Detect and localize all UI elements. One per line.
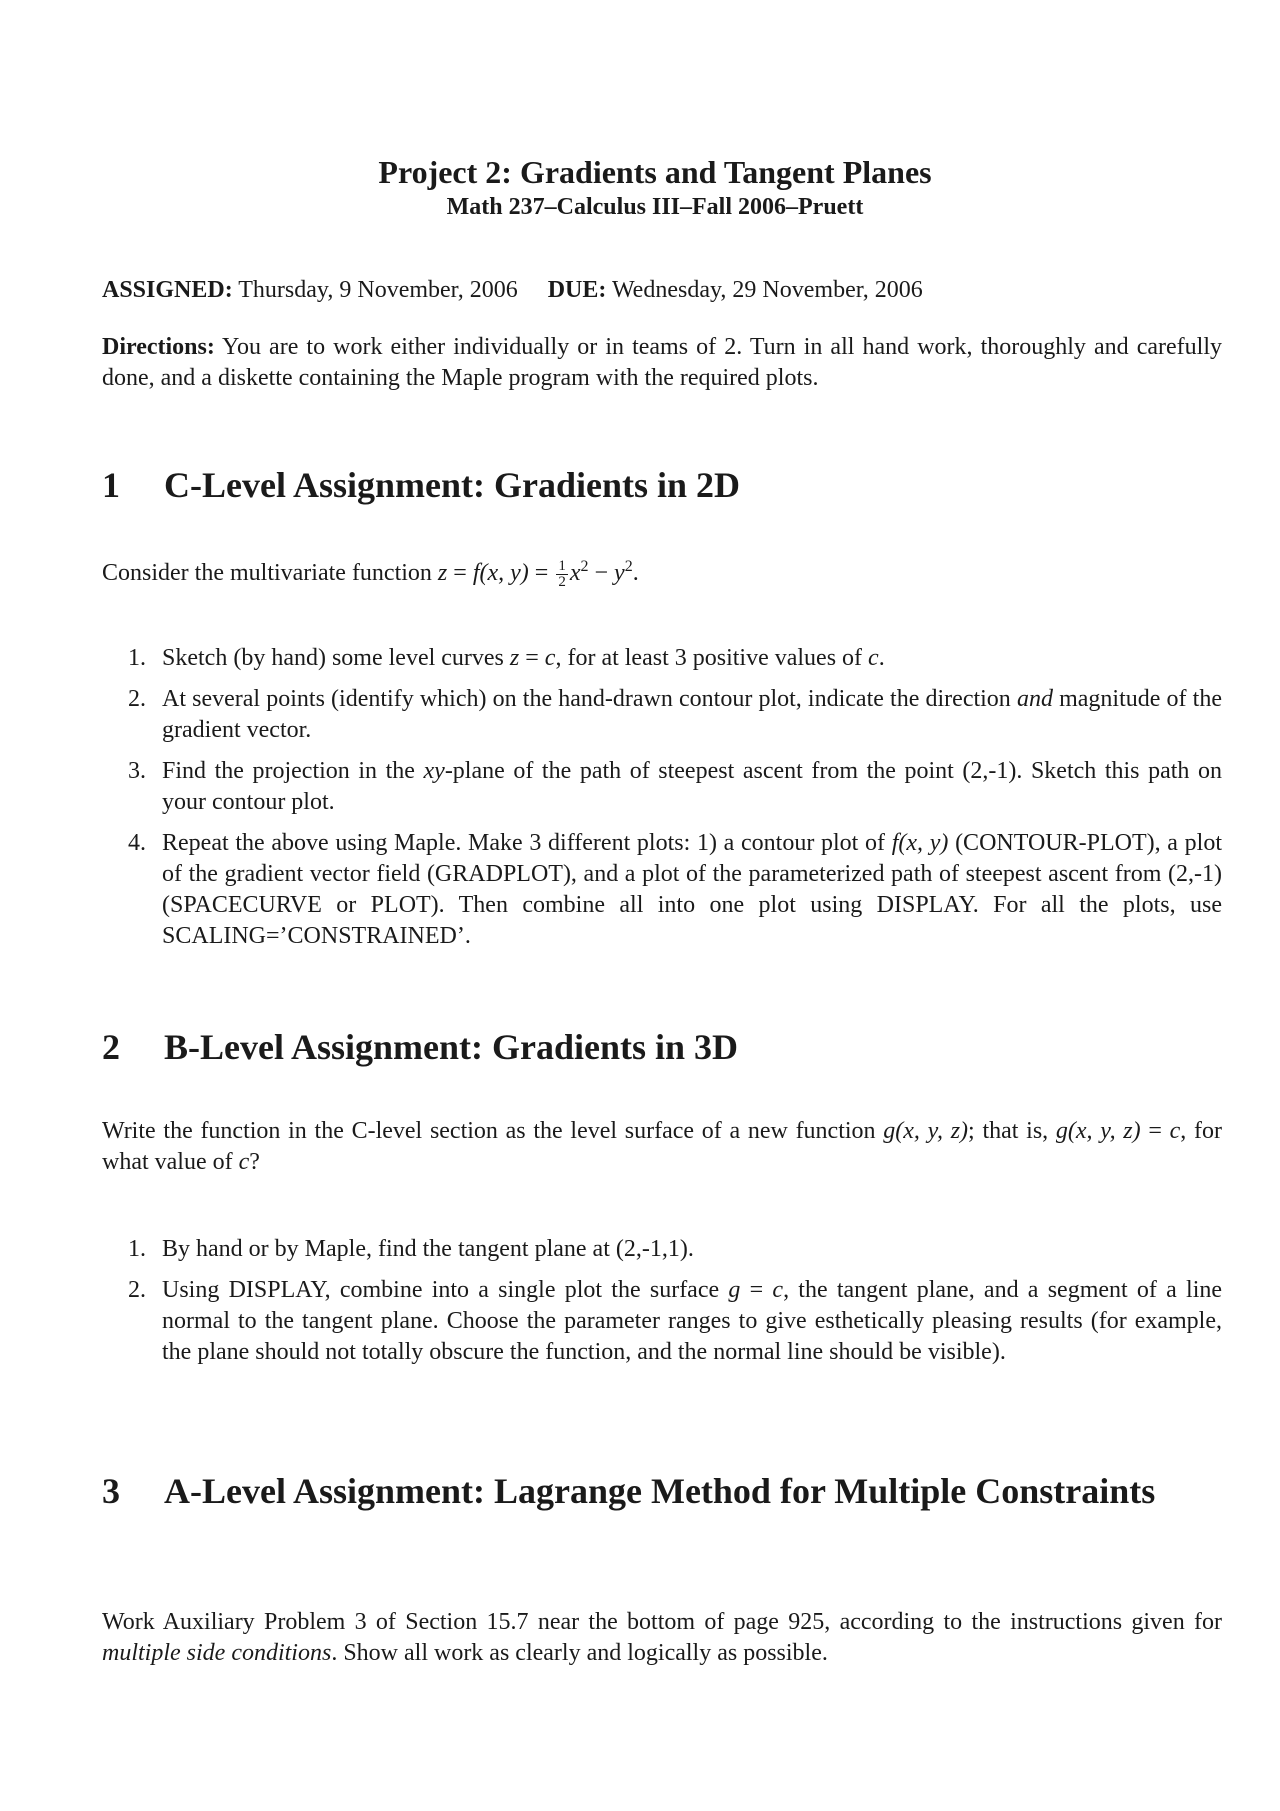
item-text: = [519, 645, 545, 671]
section-1-list [128, 643, 1223, 962]
directions-text: You are to work either individually or in teams of 2. Turn in all hand work, thoroughly and carefully done, and a diskette containing the Maple program with the required plots. [102, 334, 1222, 391]
section-3-heading [102, 1468, 1222, 1515]
section-2-number: 2 [102, 1027, 120, 1067]
math-z: z [437, 560, 448, 586]
list-item [128, 684, 1223, 746]
list-item [128, 643, 1222, 674]
item-text: Repeat the above using Maple. Make 3 different plots: 1) a contour plot of [162, 830, 892, 856]
section-1-number: 1 [102, 465, 120, 505]
intro-text: ; that is, [968, 1118, 1056, 1144]
intro-text: = [1140, 1118, 1170, 1144]
item-text: (CONTOUR-PLOT), a plot of the gradient vector field (GRADPLOT), and a plot of the parameterized path of steepest ascent from (2,-1) (SPACECURVE or PLOT). Then combine all into one plot using DISPLAY. For all the plots, use SCALING=’CONSTRAINED’. [162, 830, 1222, 949]
intro-end: . [632, 560, 639, 586]
math-g: g [728, 1277, 741, 1303]
dates-row [102, 275, 1222, 306]
item-text: , for at least 3 positive values of [555, 645, 869, 671]
math-equals-2: = [528, 560, 555, 586]
assigned-date: Thursday, 9 November, 2006 [232, 277, 518, 303]
math-c: c [1169, 1118, 1181, 1144]
directions-paragraph [102, 332, 1222, 394]
section-1-title: C-Level Assignment: Gradients in 2D [164, 465, 740, 505]
item-text: By hand or by Maple, find the tangent plane at (2,-1,1). [162, 1236, 694, 1262]
emphasis-text: multiple side conditions [102, 1640, 332, 1666]
math-y: y [614, 560, 625, 586]
section-2-title: B-Level Assignment: Gradients in 3D [164, 1027, 739, 1067]
math-c: c [772, 1277, 784, 1303]
item-text: Find the projection in the [162, 758, 424, 784]
section-1-intro [102, 558, 1222, 590]
title-block [0, 152, 1280, 222]
item-text: Using DISPLAY, combine into a single plot the surface [162, 1277, 729, 1303]
math-equals: = [447, 560, 473, 586]
math-c: c [238, 1149, 250, 1175]
due-label: DUE: [547, 277, 607, 303]
assigned-label: ASSIGNED: [102, 277, 233, 303]
emphasis-text: and [1016, 686, 1053, 712]
section-3-title: A-Level Assignment: Lagrange Method for Multiple Constraints [164, 1471, 1156, 1511]
paragraph-text: Work Auxiliary Problem 3 of Section 15.7 near the bottom of page 925, according to the instructions given for [102, 1609, 1222, 1635]
math-xy: xy [423, 758, 445, 784]
math-f: f [472, 560, 480, 586]
due-date: Wednesday, 29 November, 2006 [606, 277, 923, 303]
fraction-half [556, 559, 568, 590]
math-c: c [868, 645, 879, 671]
list-marker: 2. [128, 1277, 146, 1303]
paragraph-text: . Show all work as clearly and logically as possible. [331, 1640, 828, 1666]
exponent-x: 2 [580, 558, 589, 575]
intro-text: , for what value of [102, 1118, 1223, 1175]
math-x: x [569, 560, 581, 586]
math-z: z [509, 645, 520, 671]
list-item [128, 1275, 1223, 1368]
section-2-list [128, 1234, 1223, 1378]
math-f: f [891, 830, 899, 856]
section-3-number: 3 [102, 1471, 120, 1511]
item-text: . [878, 645, 885, 671]
item-text: Sketch (by hand) some level curves [162, 645, 510, 671]
frac-denominator: 2 [558, 573, 566, 590]
math-g: g(x, y, z) [883, 1118, 969, 1144]
math-g: g(x, y, z) [1055, 1118, 1141, 1144]
list-marker: 4. [128, 830, 146, 856]
item-text: = [740, 1277, 773, 1303]
item-text: At several points (identify which) on the hand-drawn contour plot, indicate the direction [162, 686, 1017, 712]
list-marker: 2. [128, 686, 146, 712]
section-3-paragraph [102, 1607, 1222, 1669]
list-item [128, 1234, 1222, 1265]
list-marker: 3. [128, 758, 146, 784]
list-marker: 1. [128, 645, 146, 671]
intro-text: Write the function in the C-level section as the level surface of a new function [102, 1118, 884, 1144]
section-2-intro [102, 1116, 1222, 1178]
section-2-heading [102, 1024, 1222, 1071]
item-text: -plane of the path of steepest ascent from the point (2,-1). Sketch this path on your contour plot. [162, 758, 1222, 815]
item-text: magnitude of the gradient vector. [162, 686, 1223, 743]
list-marker: 1. [128, 1236, 146, 1262]
exponent-y: 2 [624, 558, 633, 575]
list-item [128, 756, 1222, 818]
intro-text: Consider the multivariate function [102, 560, 438, 586]
math-c: c [544, 645, 556, 671]
page-subtitle: Math 237–Calculus III–Fall 2006–Pruett [446, 194, 864, 220]
directions-label: Directions: [102, 334, 215, 360]
frac-numerator: 1 [558, 557, 566, 574]
intro-text: ? [249, 1149, 260, 1175]
page-title: Project 2: Gradients and Tangent Planes [378, 154, 932, 190]
item-text: , the tangent plane, and a segment of a line normal to the tangent plane. Choose the parameter ranges to give esthetically pleasing results (for example, the plane should not totally obscure the function, and the normal line should be visible). [162, 1277, 1223, 1365]
math-args: (x, y) [898, 830, 949, 856]
list-item [128, 828, 1222, 952]
math-minus: − [588, 560, 615, 586]
math-args: (x, y) [479, 560, 529, 586]
section-1-heading [102, 462, 1222, 509]
